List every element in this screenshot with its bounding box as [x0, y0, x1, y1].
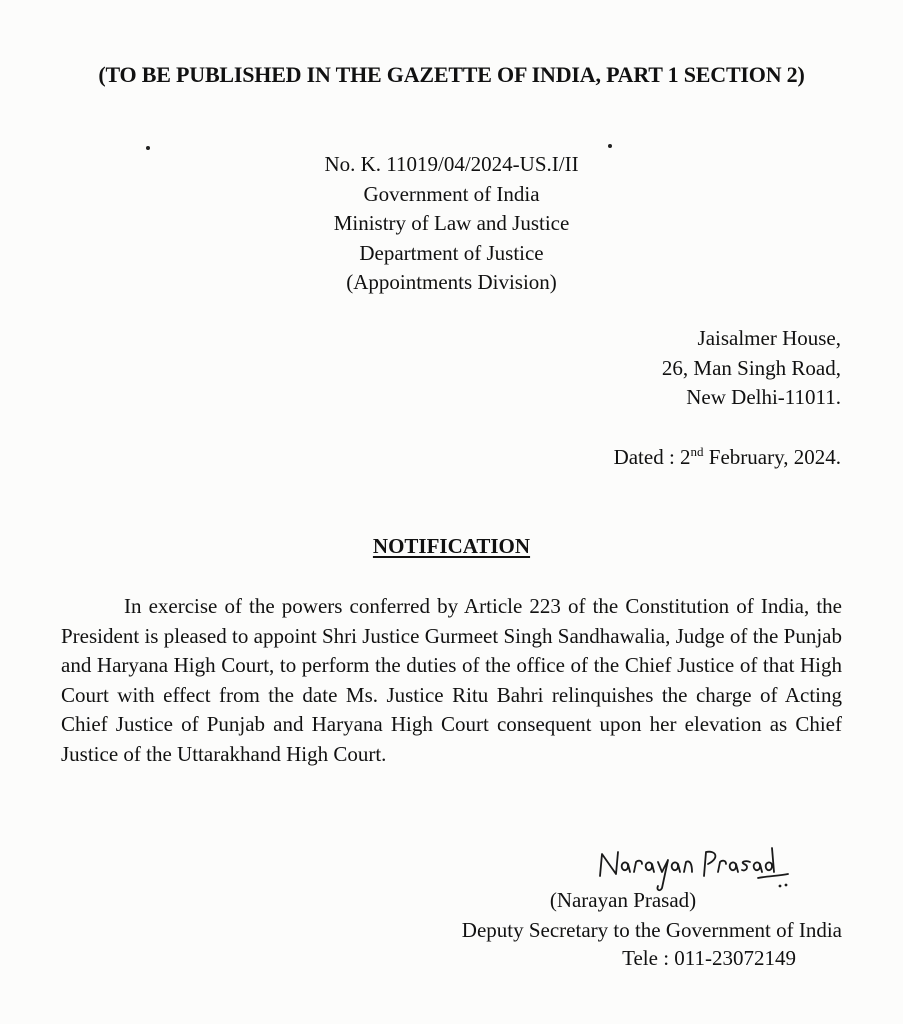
- gazette-header: (TO BE PUBLISHED IN THE GAZETTE OF INDIA, PART 1 SECTION 2): [98, 62, 805, 87]
- scan-speck: [608, 144, 612, 148]
- notification-body: In exercise of the powers conferred by Article 223 of the Constitution of India, the President is pleased to appoint Shri Justice Gurmeet Singh Sandhawalia, Judge of the Punjab and Haryana High Court, to perform the duties of the office of the Chief Justice of that High Court with effect from the date Ms. Justice Ritu Bahri relinquishes the charge of Acting Chief Justice of Punjab and Haryana High Court consequent upon her elevation as Chief Justice of the Uttarakhand High Court.: [61, 594, 842, 766]
- ministry-line: Ministry of Law and Justice: [333, 211, 570, 235]
- address-line-1: Jaisalmer House,: [697, 326, 841, 350]
- division-line: (Appointments Division): [346, 270, 557, 294]
- date-prefix: Dated : 2: [613, 445, 691, 469]
- date-rest: February, 2024.: [703, 445, 841, 469]
- address-line-2: 26, Man Singh Road,: [661, 355, 841, 380]
- signatory-name: (Narayan Prasad): [549, 888, 697, 912]
- address-block: [662, 324, 841, 413]
- signatory-telephone: Tele : 011-23072149: [622, 946, 796, 970]
- government-line: Government of India: [363, 181, 540, 206]
- department-line: Department of Justice: [359, 240, 544, 265]
- scan-speck: [146, 146, 150, 150]
- reference-number: No. K. 11019/04/2024-US.I/II: [324, 152, 579, 176]
- address-line-3: New Delhi-11011.: [686, 385, 841, 409]
- reference-block: [210, 150, 693, 298]
- notification-heading: NOTIFICATION: [372, 534, 531, 558]
- signatory-title: Deputy Secretary to the Government of India: [461, 918, 842, 942]
- date-line: [614, 444, 841, 470]
- date-ordinal-suffix: nd: [690, 444, 704, 459]
- handwritten-signature: [592, 836, 792, 896]
